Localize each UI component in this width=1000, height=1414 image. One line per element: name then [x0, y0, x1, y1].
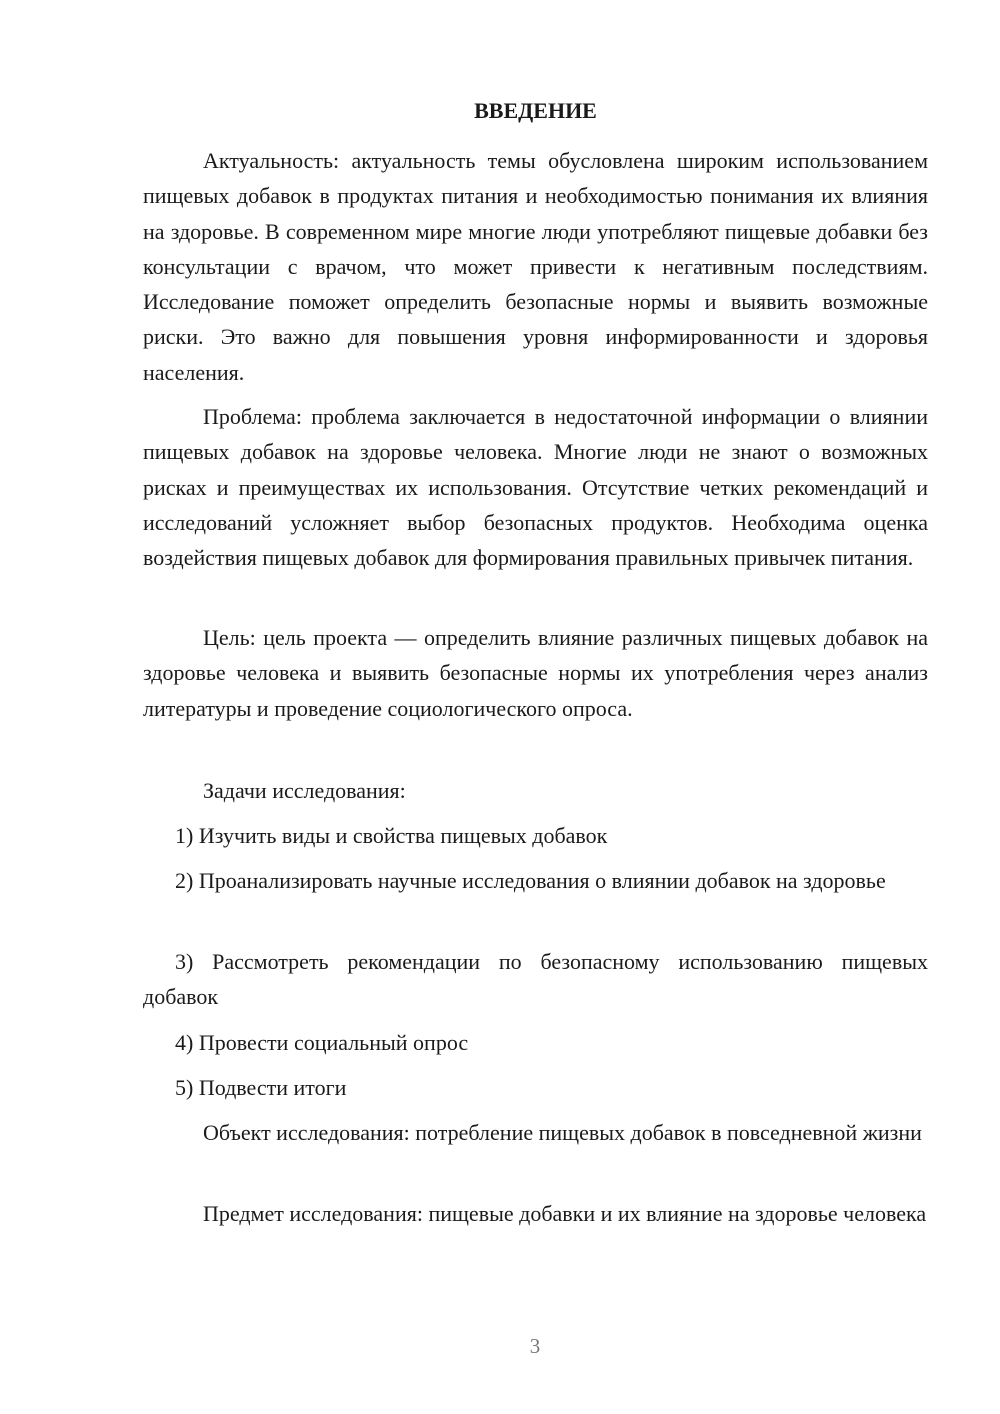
- task-item-4: 4) Провести социальный опрос: [175, 1030, 469, 1055]
- tasks-heading: Задачи исследования:: [203, 778, 406, 803]
- task-item-3: 3) Рассмотреть рекомендации по безопасному использованию пищевых добавок: [143, 949, 928, 1010]
- subject-paragraph: Предмет исследования: пищевые добавки и их влияние на здоровье человека: [203, 1201, 927, 1226]
- page-number: 3: [529, 1334, 541, 1358]
- object-paragraph: Объект исследования: потребление пищевых добавок в повседневной жизни: [203, 1120, 922, 1145]
- section-title: ВВЕДЕНИЕ: [474, 98, 597, 123]
- relevance-paragraph: Актуальность: актуальность темы обусловлена широким использованием пищевых добавок в продуктах питания и необходимостью понимания их влияния на здоровье. В современном мире многие люди употребляют пищевые добавки без консультации с врачом, что может привести к негативным последствиям. Исследование поможет определить безопасные нормы и выявить возможные риски. Это важно для повышения уровня информированности и здоровья населения.: [143, 148, 928, 385]
- goal-paragraph: Цель: цель проекта — определить влияние различных пищевых добавок на здоровье человека и выявить безопасные нормы их употребления через анализ литературы и проведение социологического опроса.: [143, 625, 928, 721]
- problem-paragraph: Проблема: проблема заключается в недостаточной информации о влиянии пищевых добавок на здоровье человека. Многие люди не знают о возможных рисках и преимуществах их использования. Отсутствие четких рекомендаций и исследований усложняет выбор безопасных продуктов. Необходима оценка воздействия пищевых добавок для формирования правильных привычек питания.: [143, 404, 928, 571]
- task-item-1: 1) Изучить виды и свойства пищевых добавок: [175, 823, 608, 848]
- task-item-5: 5) Подвести итоги: [175, 1075, 347, 1100]
- task-item-2: 2) Проанализировать научные исследования о влиянии добавок на здоровье: [175, 868, 886, 893]
